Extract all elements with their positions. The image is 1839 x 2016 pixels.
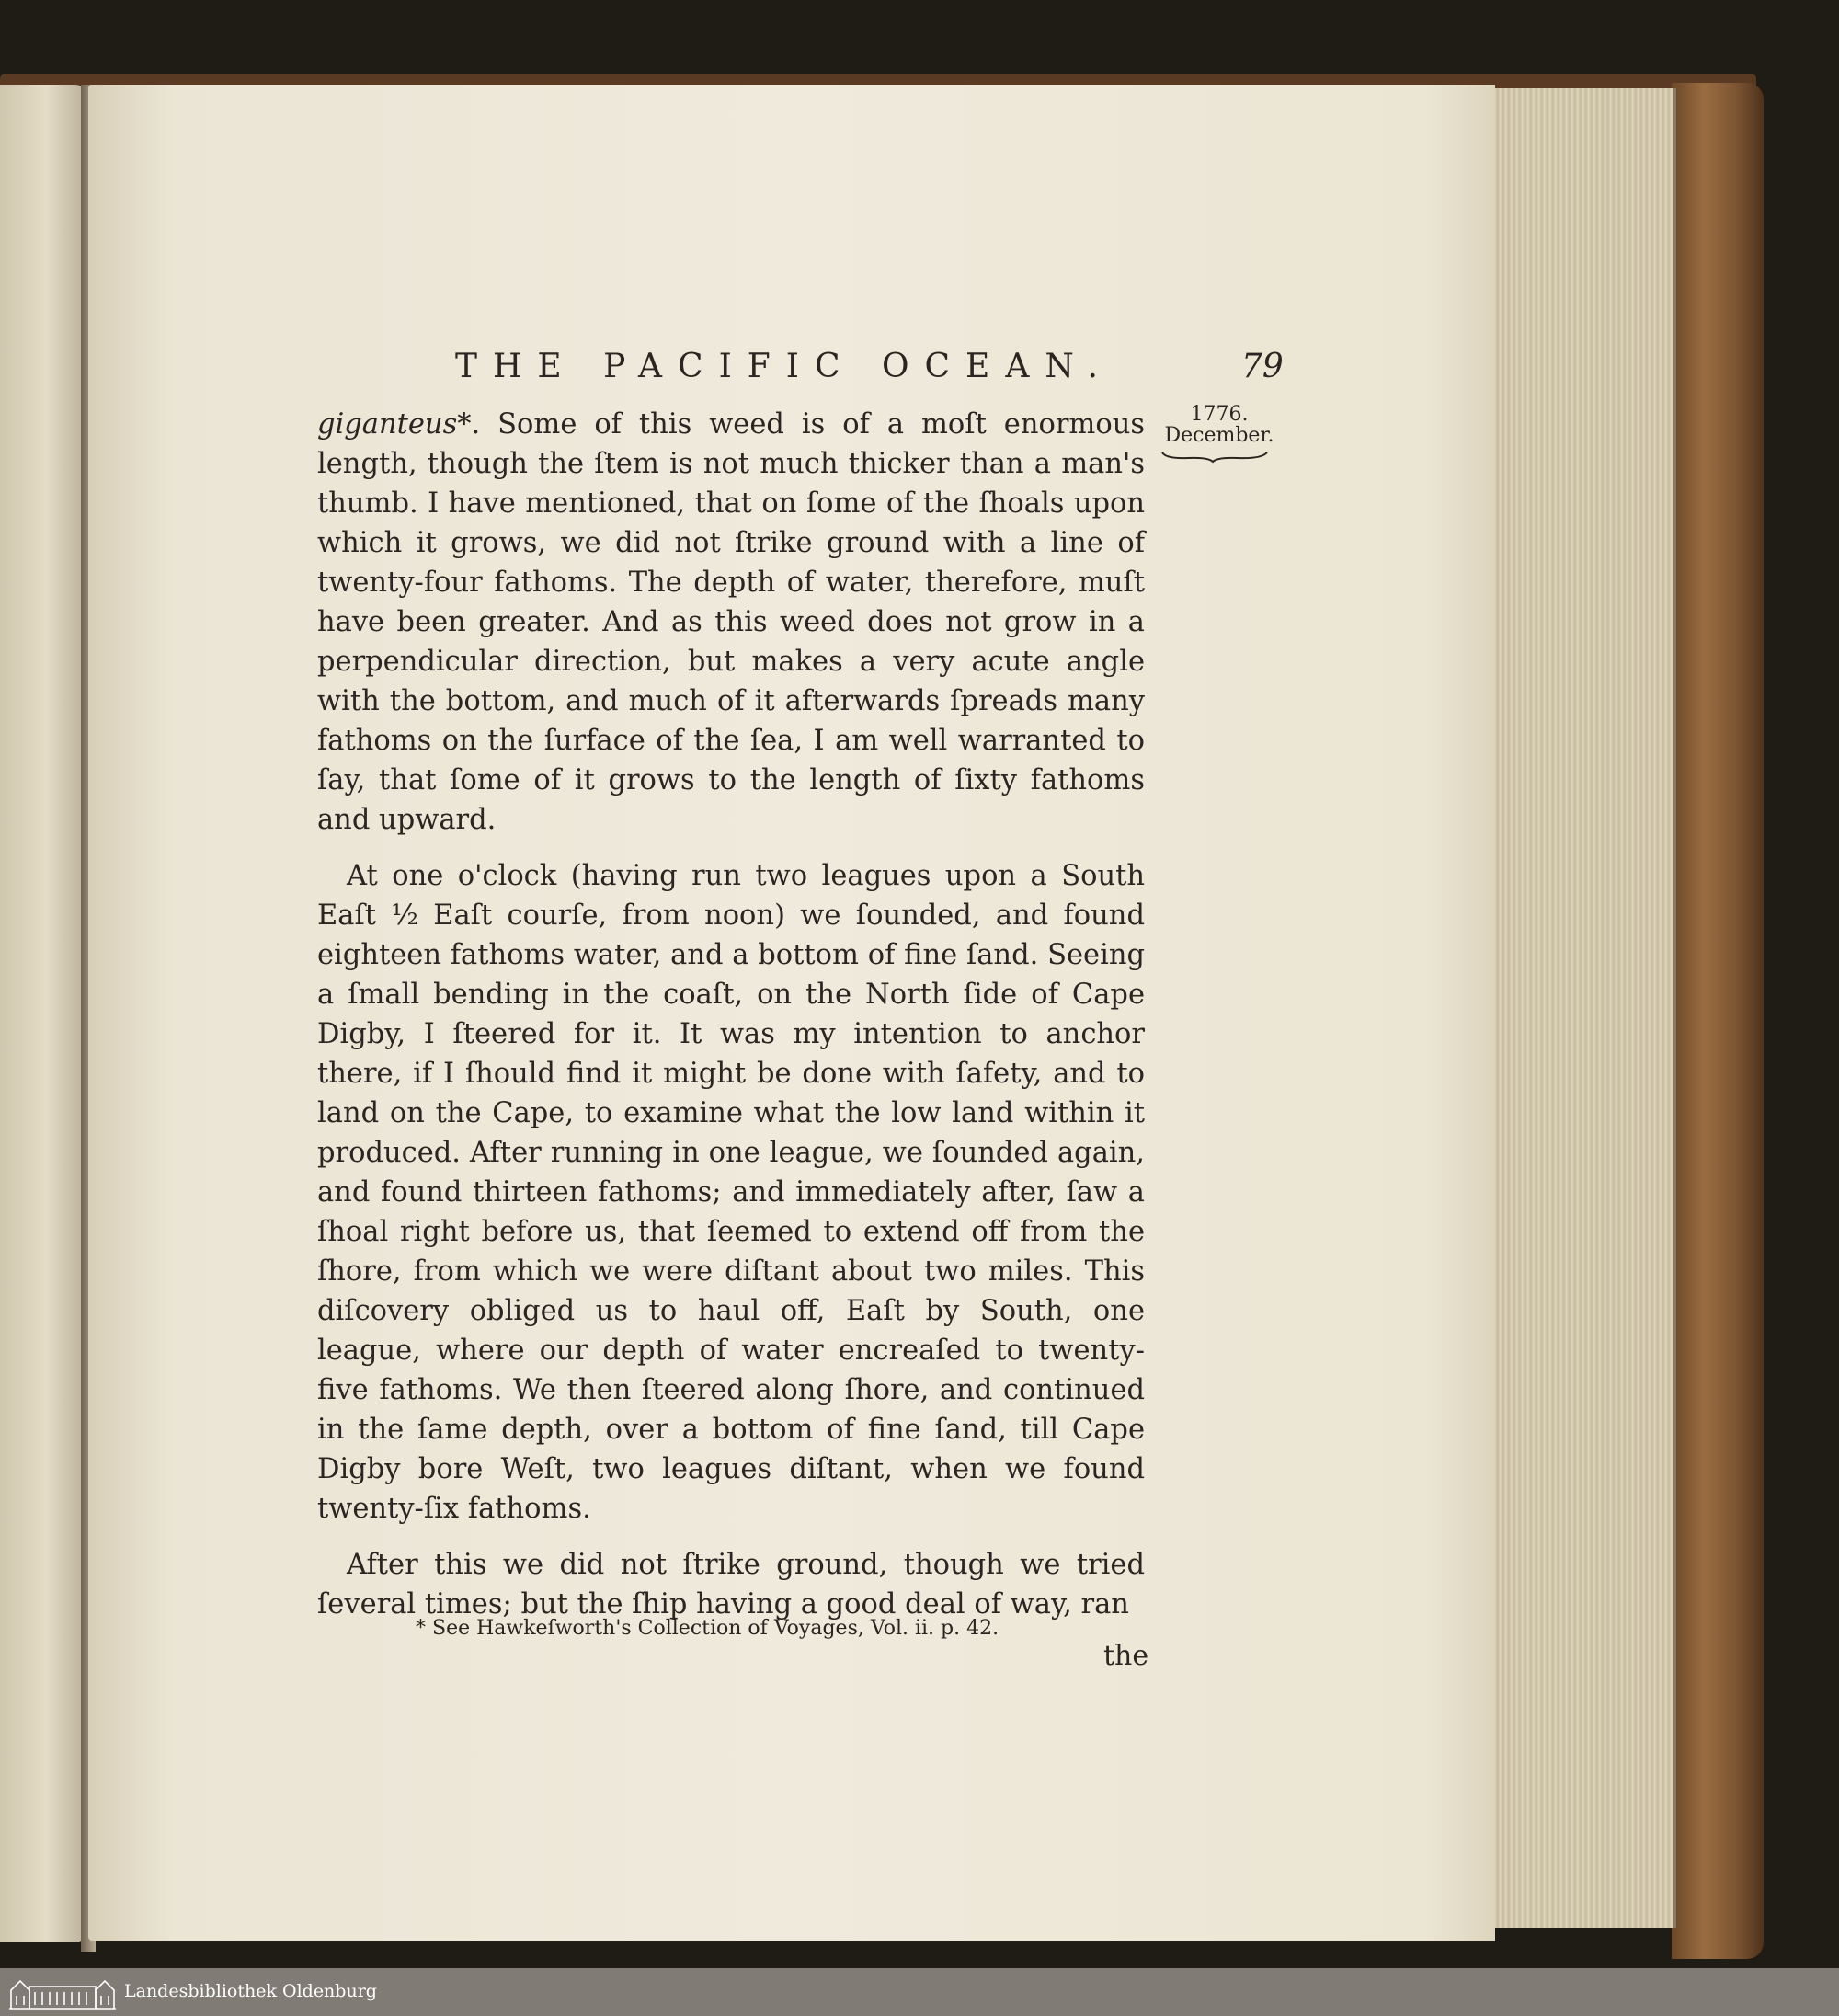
page-number: 79	[1241, 348, 1284, 385]
page-block-edges	[1490, 88, 1676, 1928]
library-building-icon	[7, 1976, 118, 2010]
footnote-mark: *	[457, 408, 472, 441]
running-head: THE PACIFIC OCEAN.	[455, 348, 1114, 385]
italic-term: giganteus	[317, 408, 458, 441]
footnote: * See Hawkeſworth's Collection of Voyages, Vol. ii. p. 42.	[416, 1617, 999, 1640]
paragraph-1-text: . Some of this weed is of a moſt enormous length, though the ſtem is not much thicker than a man's thumb. I have mentioned, that on ſome of the ſhoals upon which it grows, we did not ſtrike ground with a line of twenty-four fathoms. The depth of water, therefore, muſt have been greater. And as this weed does not grow in a perpendicular direction, but makes a very acute angle with the bottom, and much of it afterwards ſpreads many fathoms on the ſurface of the ſea, I am well warranted to ſay, that ſome of it grows to the length of ſixty fathoms and upward.	[317, 408, 1145, 836]
paragraph-1	[317, 405, 1145, 840]
footer-bar	[0, 1968, 1839, 2016]
paragraph-2-text-b: Eaſt courſe, from noon) we ſounded, and found eighteen fathoms water, and a bottom of fine ſand. Seeing a ſmall bending in the coaſt, on the North ſide of Cape Digby, I ſteered for it. It was my intention to anchor there, if I ſhould find it might be done with ſafety, and to land on the Cape, to examine what the low land within it produced. After running in one league, we ſounded again, and found thirteen fathoms; and immediately after, ſaw a ſhoal right before us, that ſeemed to extend off from the ſhore, from which we were diſtant about two miles. This diſcovery obliged us to haul off, Eaſt by South, one league, where our depth of water encreaſed to twenty-five fathoms. We then ſteered along ſhore, and continued in the ſame depth, over a bottom of fine ſand, till Cape Digby bore Weſt, two leagues diſtant, when we found twenty-ſix fathoms.	[317, 899, 1145, 1525]
body-text	[317, 405, 1145, 1641]
paragraph-2-text-a: At one o'clock (having run two leagues upon a South Eaſt	[317, 860, 1145, 932]
margin-note	[1160, 405, 1278, 464]
fraction: ½	[391, 899, 418, 932]
margin-brace-icon	[1160, 451, 1269, 464]
margin-month: December.	[1164, 424, 1274, 447]
margin-year: 1776.	[1190, 403, 1249, 426]
paragraph-2	[317, 856, 1145, 1529]
paragraph-3: After this we did not ſtrike ground, though we tried ſeveral times; but the ſhip having a good deal of way, ran	[317, 1549, 1145, 1621]
book-cover-right	[1672, 83, 1764, 1959]
library-name: Landesbibliothek Oldenburg	[124, 1981, 377, 2001]
left-page	[0, 85, 85, 1942]
catchword: the	[1103, 1640, 1149, 1672]
